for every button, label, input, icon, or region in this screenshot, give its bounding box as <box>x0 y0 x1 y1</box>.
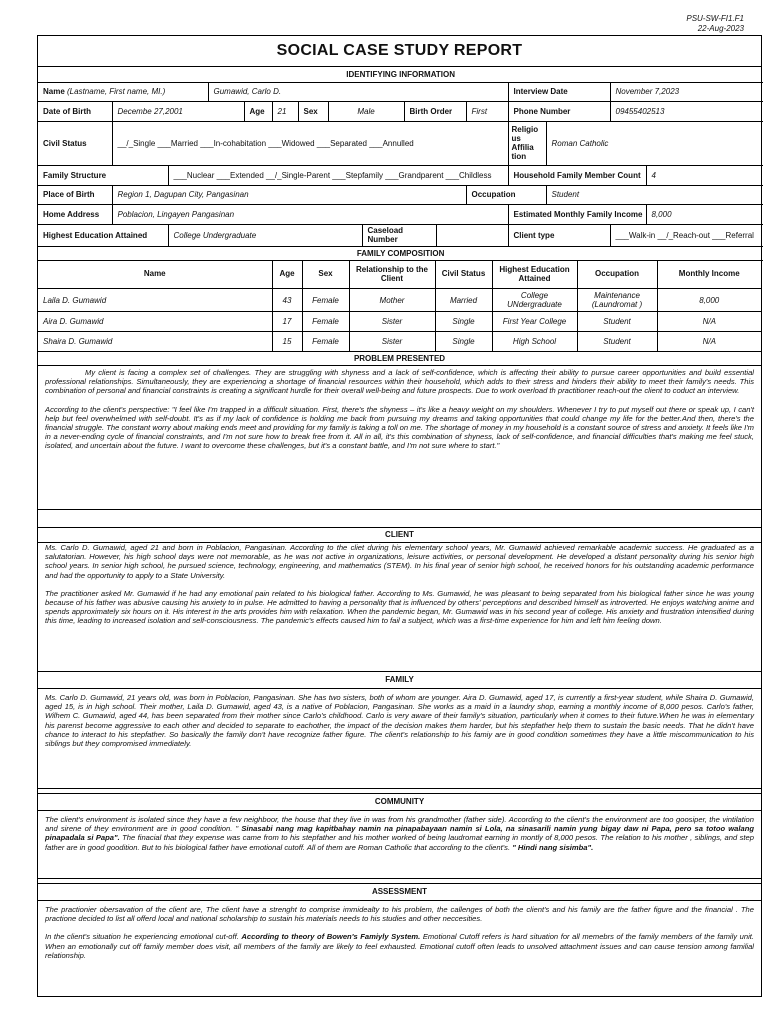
member-occupation: Student <box>577 332 657 352</box>
column-header: Sex <box>302 260 349 289</box>
pob-value: Region 1, Dagupan City, Pangasinan <box>112 185 466 204</box>
table-row <box>38 312 761 332</box>
community-header: COMMUNITY <box>38 793 761 811</box>
client-perspective-paragraph: According to the client's perspective: "I feel like I'm trapped in a difficult situation. First, there's the shyness – it's like a heavy weight on my shoulders. Whenever I try to put myself out there or speak up, I can't help but feel overwhelmed with self-doubt. It's as if my lack of confidence is holding me back from pursuing my dreams and taking opportunities that could change my life for the better.And then, there's the financial struggle. The constant worry about making ends meet and providing for my family is taking a toll on me. The shortage of money in my household is a constant source of stress and anxiety. It feels like I'm in a never-ending cycle of financial constraints, and I'm not sure how to break free from it. All in all, it's this combination of shyness, lack of self-confidence, and financial difficulties that's making me feel stuck, isolated, and uncertain about the future. I want to overcome these challenges, but it's a constant battle, and I'm not sure where to start." <box>45 404 754 451</box>
column-header: Civil Status <box>435 260 492 289</box>
client-paragraph: The practitioner asked Mr. Gumawid if he had any emotional pain related to his biological father. According to Ms. Gumawid, he was pleasant to being separated from his biological father since he was young because of his father was abusive causing his anxiety to in pulse. He admitted to having a personality that is influenced by others' perceptions and described himself as introverted. He enjoys watching anime and spends approximately six hours on it. His interest in the arts provides him with relaxation. When the pandemic began, Mr. Gumawid was in his second year of college. His anxiety and frustration intensified during this time, leading to increased isolation and self-consciousness. The pandemic's effects caused him to fail a subject, which was a first-time experience for him and left him feeling down. <box>45 588 754 626</box>
document-code <box>686 14 744 34</box>
member-occupation: Student <box>577 312 657 332</box>
community-quote: Sinasabi nang mag kapitbahay namin na pinapabayaan namin si Lola, na sinasarili namin yung bigay daw ni Papa, pero sa totoo walang pinapadala si Papa". <box>45 824 755 843</box>
community-text-part: The finacial that they expense was came from to his stepfather and his mother worked of being laudromat earning in montly of 8,000 pesos. The relation to his mother , siblings, and step father are in good goodition. But to his biological father have emotional cutoff. All of them are Roman Catholic that according to the client's. <box>45 833 754 852</box>
family-composition-header: FAMILY COMPOSITION <box>38 246 763 260</box>
column-header: Age <box>272 260 302 289</box>
member-age: 43 <box>272 289 302 312</box>
name-label-hint: (Lastname, First name, MI.) <box>64 87 166 96</box>
member-relationship: Sister <box>349 332 435 352</box>
member-name: Laila D. Gumawid <box>38 289 272 312</box>
client-header: CLIENT <box>38 527 761 543</box>
assessment-text-part: Emotional Cutoff refers is hard situation for all memebrs of the family members of the family unit. When an emotionally cut off family member does visit, all members of the family are likely to feel exhausted. Emotional cutoff often leads to unsolved attachment issues and can cause tension among familial relationship. <box>45 932 755 960</box>
pob-label: Place of Birth <box>38 185 112 204</box>
form-code: PSU-SW-FI1.F1 <box>686 14 744 23</box>
birth-order-value: First <box>466 101 508 121</box>
column-header: Relationship to the Client <box>349 260 435 289</box>
community-text-part: The client's environment is isolated since they have a few neighboor, the house that they live in was from his grandmother (father side). According to the client's the environment are too goosiper, the vintilation and sirene of they environment are in good condition. " <box>45 815 754 834</box>
assessment-header: ASSESSMENT <box>38 883 761 901</box>
member-age: 15 <box>272 332 302 352</box>
name-value: Gumawid, Carlo D. <box>208 82 508 101</box>
household-count-label: Household Family Member Count <box>508 165 646 185</box>
member-civil-status: Single <box>435 312 492 332</box>
education-value: College Undergraduate <box>168 224 362 246</box>
occupation-label: Occupation <box>466 185 546 204</box>
member-sex: Female <box>302 312 349 332</box>
occupation-value: Student <box>546 185 763 204</box>
interview-date-value: November 7,2023 <box>610 82 763 101</box>
member-sex: Female <box>302 332 349 352</box>
member-relationship: Sister <box>349 312 435 332</box>
client-text <box>38 543 761 672</box>
name-label-bold: Name <box>43 87 65 96</box>
dob-label: Date of Birth <box>38 101 112 121</box>
name-label <box>38 82 208 101</box>
member-relationship: Mother <box>349 289 435 312</box>
caseload-label: Caseload Number <box>362 224 436 246</box>
assessment-paragraph <box>45 932 754 960</box>
family-paragraph: Ms. Carlo D. Gumawid, 21 years old, was born in Poblacion, Pangasinan. She has two sisters, both of whom are younger. Aira D. Gumawid, aged 17, is currently a first-year student, while Shaira D. Gumawid, aged 15, is in high school. Their mother, Laila D. Gumawid, aged 43, is a native of Poblacion, Pangasinan. She works as a maid in a laundry shop, earning a monthly income of 8,000 pesos. Carlo's father, Wilhem C. Gumawid, aged 44, has been separated from their mother since Carlo's childhood. Carlo is very aware of their family's situation, particularly when it comes to their future.When he was in elementary his parenst become aggressive to each other and decided to separate to eachother, the impact of the decision makes them harder, but his stepfather help them to sustain the basic needs. That he didn't have chance to interact to his stepfather. So basically the family don't have recognize father figure. The client's relationship to his famiy are in good condition sometimes they have a little miscommunication to his siblings but they compromised immediately. <box>45 693 754 749</box>
assessment-text <box>38 901 761 981</box>
home-address-value: Poblacion, Lingayen Pangasinan <box>112 204 508 224</box>
household-count-value: 4 <box>646 165 763 185</box>
assessment-text-part: In the client's situation he experiencing emotional cut-off. <box>45 932 242 942</box>
religion-value: Roman Catholic <box>546 121 763 165</box>
religion-label: Religio us Affilia tion <box>508 121 546 165</box>
table-row <box>38 332 761 352</box>
column-header: Occupation <box>577 260 657 289</box>
assessment-paragraph: The practionier obersavation of the client are, The client have a strenght to comprise immidealty to his problem, the callenges of both the client's and his family are the father figure and the financial . The practione decided to list all offerd local and national scholarship to sustain his materials needs to his studies and other neccesities. <box>45 905 754 924</box>
birth-order-label: Birth Order <box>404 101 466 121</box>
case-study-form <box>37 35 762 997</box>
member-income: 8,000 <box>657 289 761 312</box>
column-header: Highest Education Attained <box>492 260 577 289</box>
income-value: 8,000 <box>646 204 763 224</box>
member-civil-status: Married <box>435 289 492 312</box>
client-type-label: Client type <box>508 224 610 246</box>
member-education: High School <box>492 332 577 352</box>
member-education: First Year College <box>492 312 577 332</box>
family-composition-header-row <box>38 260 761 289</box>
community-text <box>38 811 761 879</box>
civil-status-label: Civil Status <box>38 121 112 165</box>
income-label: Estimated Monthly Family Income <box>508 204 646 224</box>
age-label: Age <box>244 101 272 121</box>
community-quote: " Hindi nang sisimba". <box>512 842 594 852</box>
age-value: 21 <box>272 101 298 121</box>
education-label: Highest Education Attained <box>38 224 168 246</box>
identifying-header: IDENTIFYING INFORMATION <box>38 67 763 82</box>
problem-text <box>38 366 761 510</box>
identifying-table <box>38 67 763 261</box>
community-paragraph <box>45 815 754 852</box>
member-education: College UNdergraduate <box>492 289 577 312</box>
family-structure-options: ___Nuclear ___Extended __/_Single-Parent ___Stepfamily ___Grandparent ___Childless <box>168 165 508 185</box>
caseload-value <box>436 224 508 246</box>
member-income: N/A <box>657 332 761 352</box>
sex-label: Sex <box>298 101 328 121</box>
interview-date-label: Interview Date <box>508 82 610 101</box>
family-composition-table <box>38 260 761 353</box>
member-income: N/A <box>657 312 761 332</box>
member-name: Shaira D. Gumawid <box>38 332 272 352</box>
client-type-options: ___Walk-in __/_Reach-out ___Referral <box>610 224 763 246</box>
member-name: Aira D. Gumawid <box>38 312 272 332</box>
member-age: 17 <box>272 312 302 332</box>
sex-value: Male <box>328 101 404 121</box>
member-civil-status: Single <box>435 332 492 352</box>
form-date: 22-Aug-2023 <box>697 24 744 33</box>
problem-header: PROBLEM PRESENTED <box>38 352 761 366</box>
member-sex: Female <box>302 289 349 312</box>
phone-value: 09455402513 <box>610 101 763 121</box>
assessment-theory: According to theory of Bowen's Famiyly System. <box>241 932 421 942</box>
page-title: SOCIAL CASE STUDY REPORT <box>38 36 761 67</box>
column-header: Name <box>38 260 272 289</box>
client-paragraph: Ms. Carlo D. Gumawid, aged 21 and born in Poblacion, Pangasinan. According to the cliet during his elementary school years, Mr. Gumawid achieved remarkable academic success. He graduated as a salutatorian. However, his high school days were not memorable, as he was not active in organizations, leisure activities, or personal development. He developed a distant personality during his senior high school years. In senior high school, he pursued science, technology, engineering, and mathematics (STEM). In his final year of senior high school, he received honors for his outstanding academic performance and had the opportunity to apply to a State University. <box>45 543 754 580</box>
civil-status-options: __/_Single ___Married ___In-cohabitation ___Widowed ___Separated ___Annulled <box>112 121 508 165</box>
table-row <box>38 289 761 312</box>
phone-label: Phone Number <box>508 101 610 121</box>
family-text <box>38 689 761 789</box>
column-header: Monthly Income <box>657 260 761 289</box>
member-occupation: Maintenance (Laundromat ) <box>577 289 657 312</box>
home-address-label: Home Address <box>38 204 112 224</box>
family-header: FAMILY <box>38 672 761 689</box>
problem-paragraph: My client is facing a complex set of challenges. They are struggling with shyness and a lack of self-confidence, which is affecting their ability to pursue career opportunities and build essential professional relationships. Simultaneously, they are experiencing a shortage of financial resources within their household, which adds to their stress and hinders their ability to meet their family's needs. This combination of personal and financial constraints is creating a significant hurdle for their overall well-being and future prospects. Due to work overload th practitioner reach-out the client to coduct an interview. <box>45 368 754 396</box>
dob-value: Decembe 27,2001 <box>112 101 244 121</box>
family-structure-label: Family Structure <box>38 165 168 185</box>
